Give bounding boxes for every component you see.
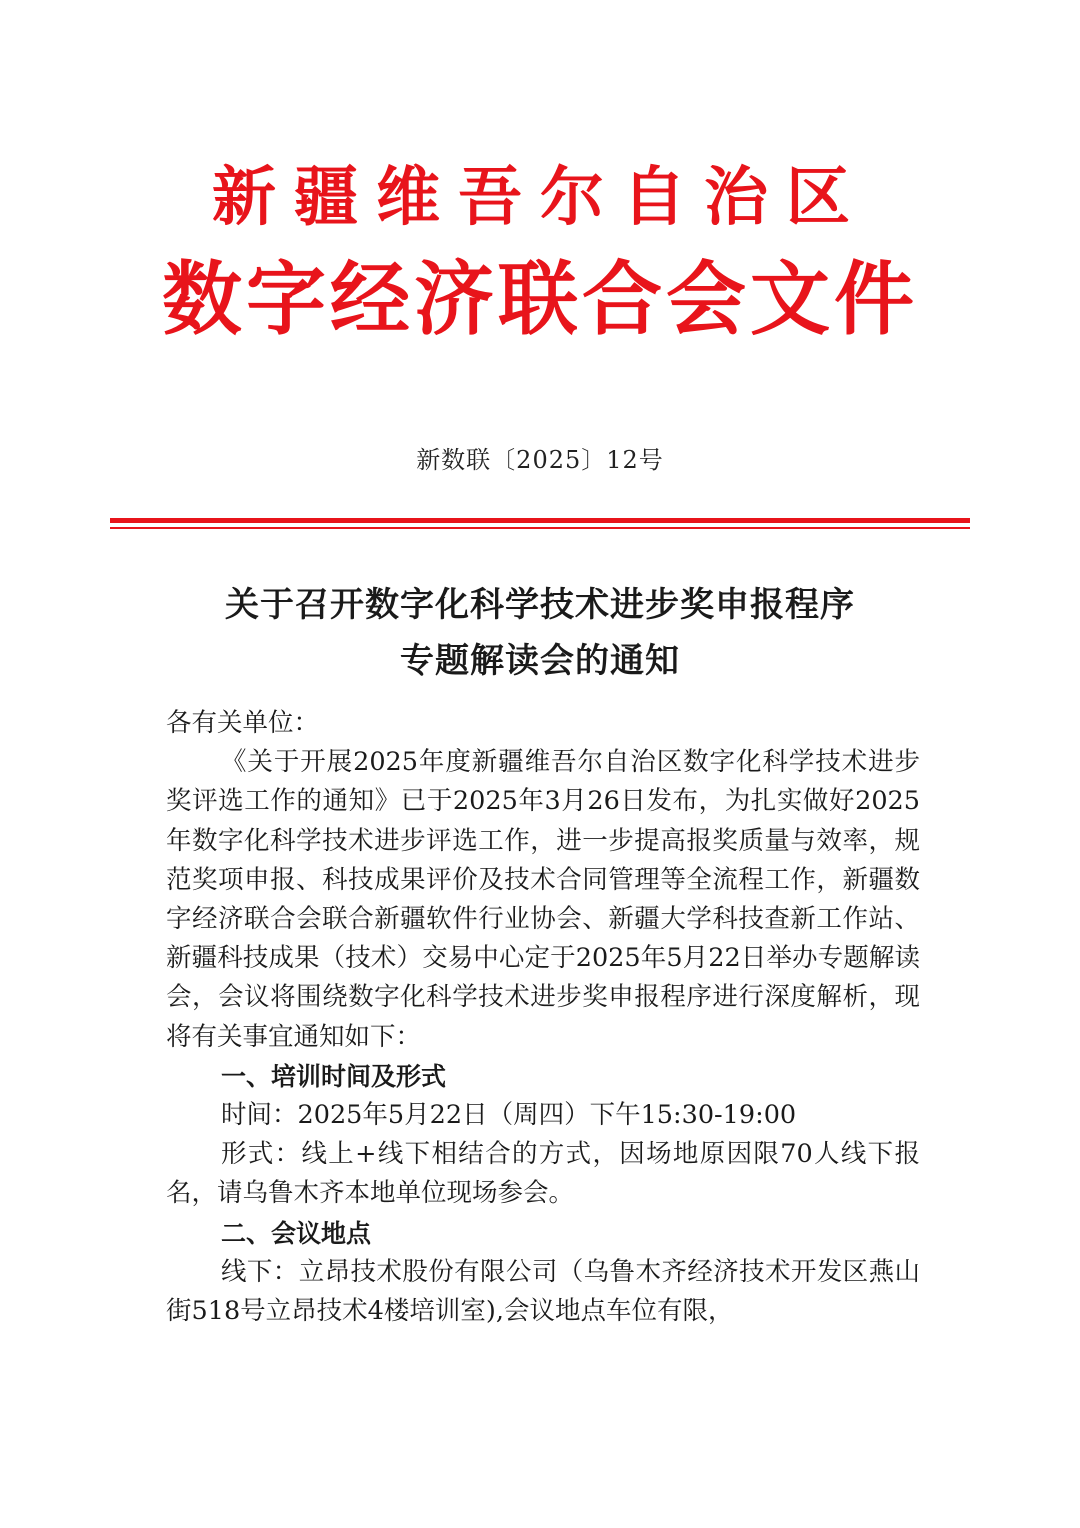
red-divider-thin: [110, 527, 970, 529]
section1-format: 形式：线上+线下相结合的方式，因场地原因限70人线下报名，请乌鲁木齐本地单位现场参会。: [166, 1139, 920, 1209]
document-title-line1: 关于召开数字化科学技术进步奖申报程序: [225, 585, 855, 625]
issuer-name-line1: 新疆维吾尔自治区: [212, 161, 868, 235]
red-divider-thick: [110, 518, 970, 523]
document-number: 新数联〔2025〕12号: [416, 446, 664, 474]
section2-heading: 二、会议地点: [221, 1218, 372, 1248]
document-title-line2: 专题解读会的通知: [400, 641, 680, 681]
section1-heading: 一、培训时间及形式: [221, 1061, 447, 1091]
document-body: [166, 704, 920, 1331]
section2-offline: 线下：立昂技术股份有限公司（乌鲁木齐经济技术开发区燕山街518号立昂技术4楼培训室),会议地点车位有限，: [166, 1256, 920, 1327]
issuer-name-line2: 数字经济联合会文件: [162, 253, 918, 346]
intro-paragraph: 《关于开展2025年度新疆维吾尔自治区数字化科学技术进步奖评选工作的通知》已于2025年3月26日发布，为扎实做好2025年数字化科学技术进步评选工作，进一步提高报奖质量与效率，规范奖项申报、科技成果评价及技术合同管理等全流程工作，新疆数字经济联合会联合新疆软件行业协会、新疆大学科技查新工作站、新疆科技成果（技术）交易中心定于2025年5月22日举办专题解读会，会议将围绕数字化科学技术进步奖申报程序进行深度解析，现将有关事宜通知如下：: [166, 747, 920, 1052]
section1-time: 时间：2025年5月22日（周四）下午15:30-19:00: [221, 1100, 797, 1131]
salutation: 各有关单位：: [166, 708, 320, 738]
